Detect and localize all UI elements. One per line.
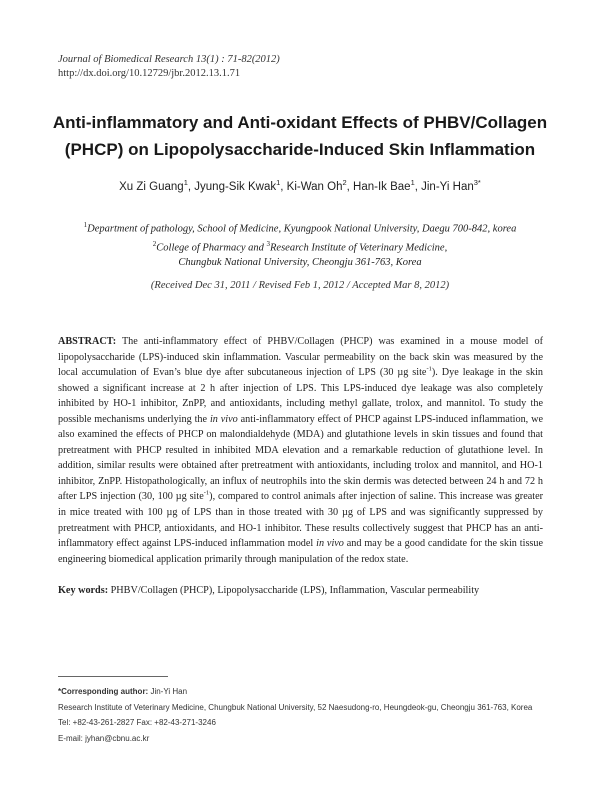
keywords: Key words: PHBV/Collagen (PHCP), Lipopolysaccharide (LPS), Inflammation, Vascular permeability: [58, 585, 480, 596]
footnote-divider: [58, 676, 168, 677]
affiliation-1: $^1$Department of pathology, School of Medicine, Kyungpook National University, Daegu 700-842, korea: [83, 221, 517, 235]
author: Xu Zi Guang$^1$,: [119, 178, 195, 193]
corresponding-author-footnote: [58, 684, 558, 747]
title-line-1: Anti-inflammatory and Anti-oxidant Effects of PHBV/Collagen: [52, 113, 548, 132]
author: Han-Ik Bae$^1$,: [353, 178, 422, 193]
title-line-2: (PHCP) on Lipopolysaccharide-Induced Skin Inflammation: [64, 140, 536, 159]
author: Jyung-Sik Kwak$^1$,: [194, 178, 287, 193]
paper-title: [30, 109, 570, 163]
corresponding-author: *Corresponding author: Jin-Yi Han: [58, 687, 188, 696]
affiliation-2-3: $^2$College of Pharmacy and $^3$Research Institute of Veterinary Medicine,: [152, 239, 448, 253]
author-list: [30, 176, 570, 194]
received-dates: (Received Dec 31, 2011 / Revised Feb 1, 2012 / Accepted Mar 8, 2012): [150, 280, 450, 291]
corresponding-phone: Tel: +82-43-261-2827 Fax: +82-43-271-3246: [58, 718, 216, 728]
abstract-label: ABSTRACT:: [58, 336, 117, 347]
corresponding-address: Research Institute of Veterinary Medicine, Chungbuk National University, 52 Naesudong-ro, Heungdeok-gu, Cheongju 361-763, Korea: [58, 702, 533, 712]
abstract: ABSTRACT: The anti-inflammatory effect of PHBV/Collagen (PHCP) was examined in a mouse model of lipopolysaccharide (LPS)-induced skin inflammation. Vascular permeability on the back skin was measured by the local accumulation of Evan’s blue dye after subcutaneous injection of LPS (30 µg site$^{-1}$). Dye leakage in the skin showed a significant increase at 2 h after injection of LPS. This LPS-induced dye leakage was also completely inhibited by HO-1 inhibitor, ZnPP, and antioxidants, including methyl gallate, trolox, and mannitol. To study the possible mechanisms underlying the in vivo anti-inflammatory effect of PHCP against LPS-induced inflammation, we also examined the effects of PHCP on malondialdehyde (MDA) and glutathione levels in skin tissues and found that pretreatment with PHCP resulted in inhibited MDA elevation and a remarkable reduction of glutathione level. In addition, similar results were obtained after pretreatment with antioxidants, including trolox and mannitol, and HO-1 inhibitor, ZnPP. Histopathologically, an influx of neutrophils into the skin dermis was detected between 24 h and 72 h after LPS injection (30, 100 µg site$^{-1}$), compared to control animals after injection of saline. This increase was greater in mice treated with 100 µg of LPS than in those treated with 30 µg of LPS and was significantly suppressed by pretreatment with PHCP, antioxidants, and HO-1 inhibitor. These results collectively suggest that PHCP has an anti-inflammatory effect against LPS-induced inflammation model in vivo and may be a good candidate for the skin tissue engineering biomedical application primarily through manipulation of the redox state.: [58, 336, 544, 565]
doi-link[interactable]: http://dx.doi.org/10.12729/jbr.2012.13.1.71: [58, 68, 241, 79]
author: Ki-Wan Oh$^2$,: [286, 178, 354, 193]
keywords-label: Key words:: [58, 585, 109, 596]
affiliations: [40, 218, 560, 270]
corresponding-email[interactable]: E-mail: jyhan@cbnu.ac.kr: [58, 734, 150, 744]
affiliation-address: Chungbuk National University, Cheongju 361-763, Korea: [178, 257, 422, 268]
journal-citation: Journal of Biomedical Research 13(1) : 71-82(2012): [58, 54, 280, 65]
author: Jin-Yi Han$^{3*}$: [421, 178, 481, 193]
